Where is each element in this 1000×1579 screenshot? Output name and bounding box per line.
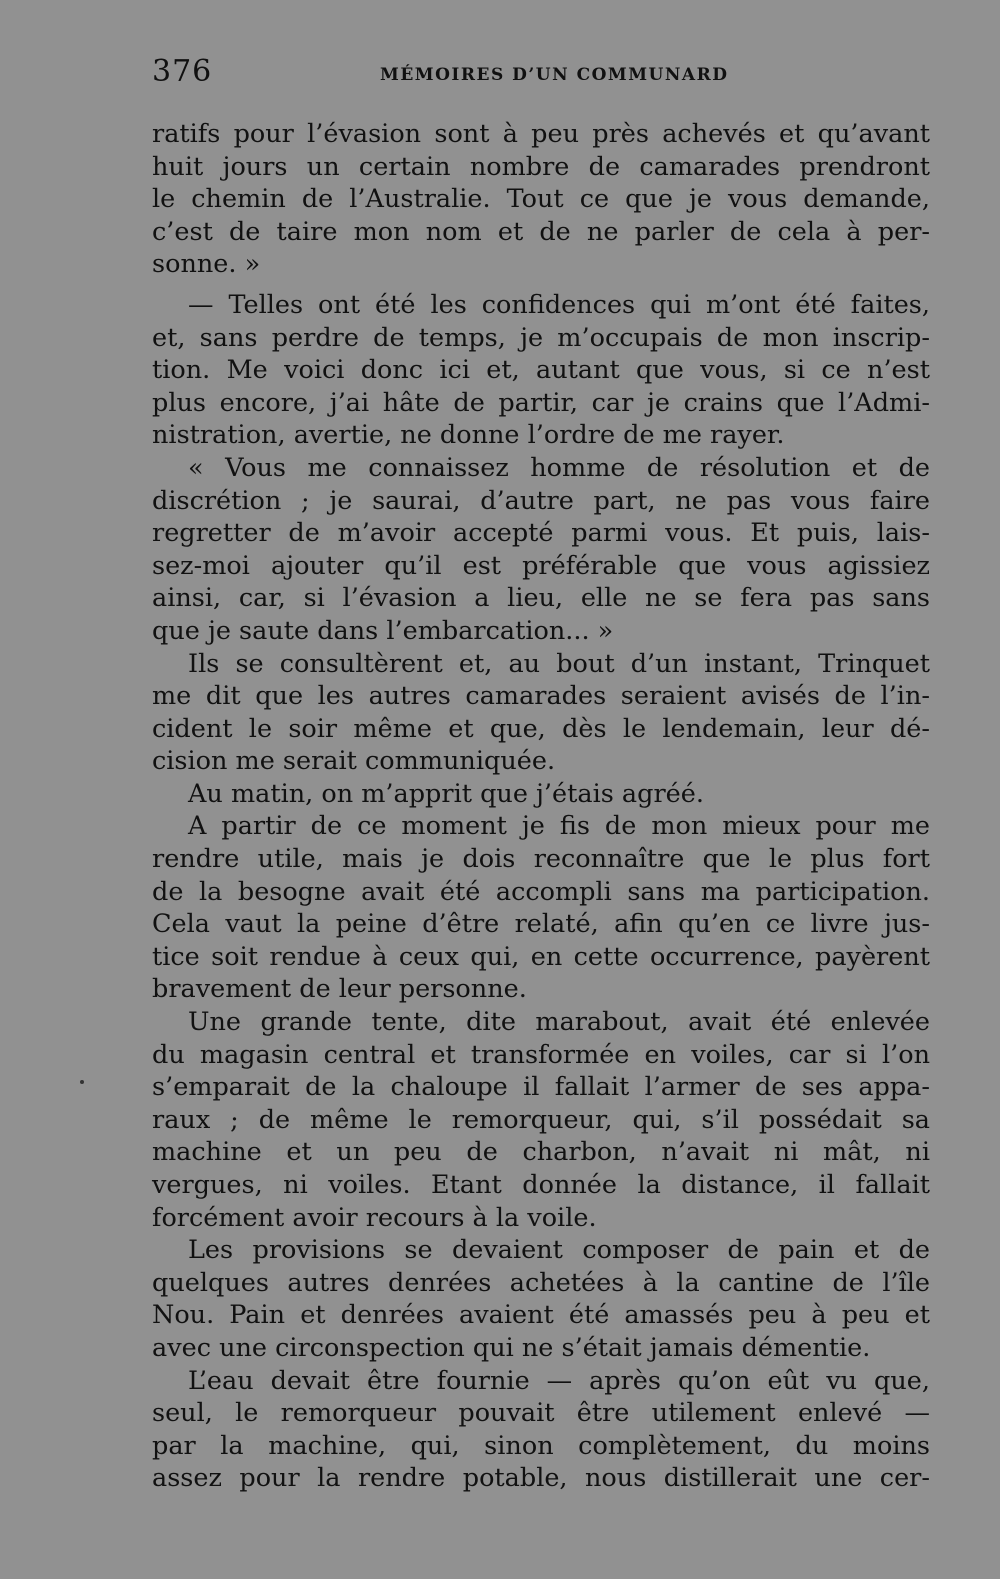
text-line: du magasin central et transformée en voiles, car si l’on (152, 1039, 930, 1070)
text-line: le chemin de l’Australie. Tout ce que je vous demande, (152, 184, 930, 215)
page-header (152, 52, 932, 98)
text-line: me dit que les autres camarades seraient avisés de l’in- (152, 681, 930, 712)
text-line: c’est de taire mon nom et de ne parler de cela à per- (152, 216, 930, 247)
text-line: tion. Me voici donc ici et, autant que vous, si ce n’est (152, 355, 930, 386)
paragraph-gap (152, 281, 930, 289)
text-line: quelques autres denrées achetées à la cantine de l’île (152, 1267, 930, 1298)
text-line: discrétion ; je saurai, d’autre part, ne pas vous faire (152, 485, 930, 516)
text-line: de la besogne avait été accompli sans ma participation. (152, 876, 930, 907)
text-line: tice soit rendue à ceux qui, en cette occurrence, payèrent (152, 941, 930, 972)
text-line: Au matin, on m’apprit que j’étais agréé. (188, 778, 704, 809)
text-line: Cela vaut la peine d’être relaté, afin qu’en ce livre jus- (152, 909, 930, 940)
body-text (152, 118, 930, 1495)
text-line: sez-moi ajouter qu’il est préférable que vous agissiez (152, 550, 930, 581)
margin-speck (80, 1080, 84, 1084)
text-line: huit jours un certain nombre de camarades prendront (152, 151, 930, 182)
text-line: et, sans perdre de temps, je m’occupais de mon inscrip- (152, 322, 930, 353)
text-line: ainsi, car, si l’évasion a lieu, elle ne se fera pas sans (152, 583, 930, 614)
text-line: raux ; de même le remorqueur, qui, s’il possédait sa (152, 1104, 930, 1135)
page-number: 376 (152, 54, 213, 89)
text-line: Une grande tente, dite marabout, avait été enlevée (188, 1007, 930, 1038)
text-line: nistration, avertie, ne donne l’ordre de me rayer. (152, 420, 785, 451)
text-line: rendre utile, mais je dois reconnaître que le plus fort (152, 844, 930, 875)
text-line: par la machine, qui, sinon complètement, du moins (152, 1430, 930, 1461)
text-line: machine et un peu de charbon, n’avait ni mât, ni (152, 1137, 930, 1168)
text-line: cision me serait communiquée. (152, 746, 556, 777)
text-line: seul, le remorqueur pouvait être utilement enlevé — (152, 1398, 930, 1429)
text-line: L’eau devait être fournie — après qu’on eût vu que, (188, 1365, 930, 1396)
text-line: sonne. » (152, 249, 261, 280)
text-line: Les provisions se devaient composer de pain et de (188, 1235, 930, 1266)
text-line: plus encore, j’ai hâte de partir, car je crains que l’Admi- (152, 387, 930, 418)
text-line: que je saute dans l’embarcation... » (152, 615, 614, 646)
text-line: ratifs pour l’évasion sont à peu près achevés et qu’avant (152, 119, 930, 149)
running-title: MÉMOIRES D’UN COMMUNARD (380, 65, 729, 85)
text-line: vergues, ni voiles. Etant donnée la distance, il fallait (152, 1170, 930, 1200)
text-line: « Vous me connaissez homme de résolution et de (188, 452, 930, 483)
text-line: avec une circonspection qui ne s’était jamais démentie. (152, 1332, 871, 1363)
text-line: Ils se consultèrent et, au bout d’un instant, Trinquet (188, 648, 930, 679)
text-line: regretter de m’avoir accepté parmi vous. Et puis, lais- (152, 518, 930, 549)
text-line: cident le soir même et que, dès le lendemain, leur dé- (152, 713, 930, 744)
text-line: forcément avoir recours à la voile. (152, 1202, 597, 1233)
text-line: Nou. Pain et denrées avaient été amassés peu à peu et (152, 1300, 930, 1331)
text-line: s’emparait de la chaloupe il fallait l’armer de ses appa- (152, 1072, 930, 1103)
text-line: A partir de ce moment je fis de mon mieux pour me (188, 811, 930, 842)
text-line: assez pour la rendre potable, nous distillerait une cer- (152, 1463, 930, 1494)
text-line: — Telles ont été les confidences qui m’ont été faites, (188, 289, 930, 320)
text-line: bravement de leur personne. (152, 974, 527, 1005)
